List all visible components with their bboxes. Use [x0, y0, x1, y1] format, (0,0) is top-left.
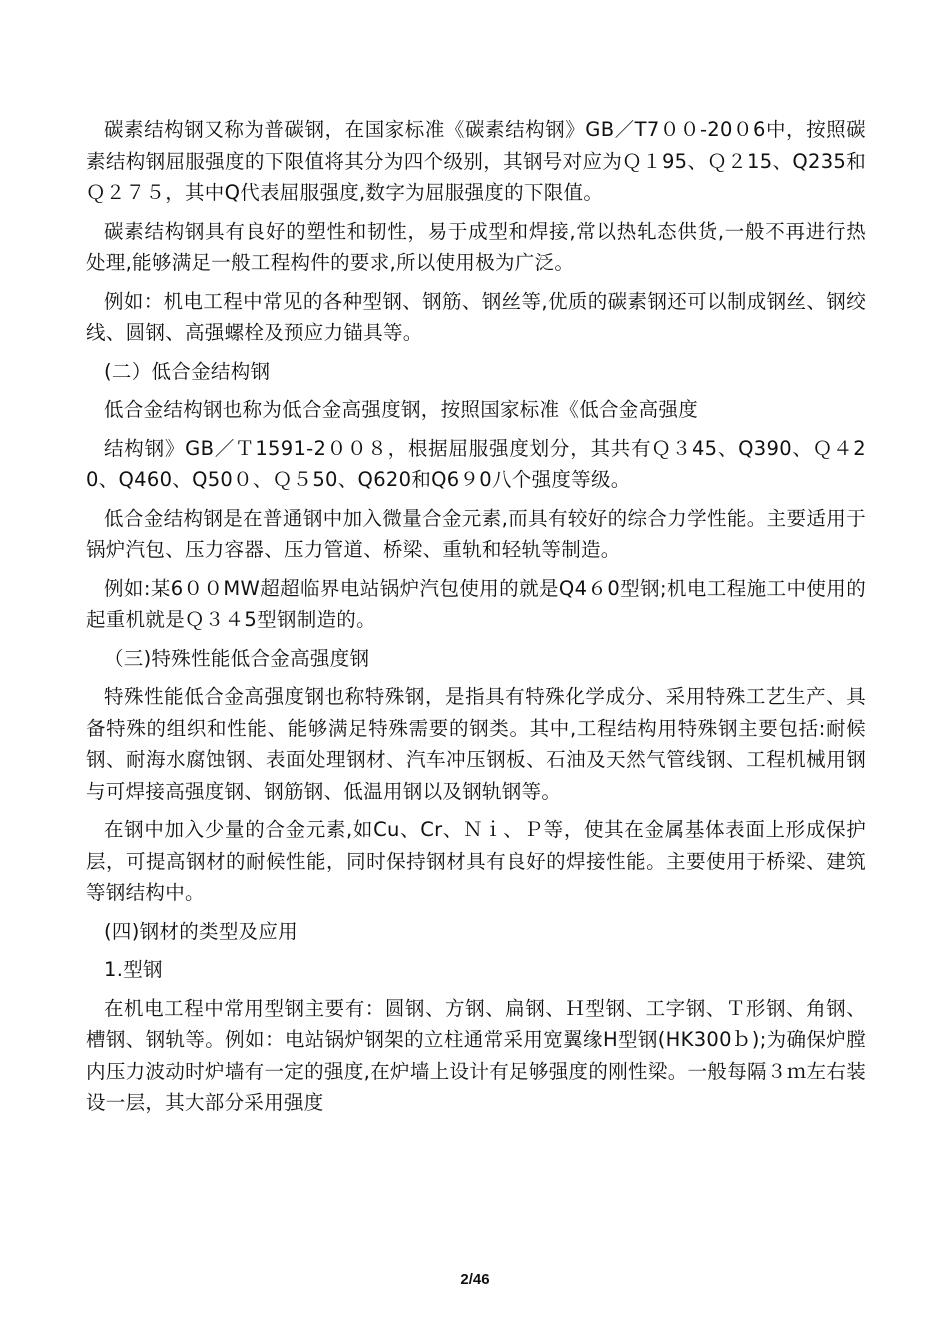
paragraph-low-alloy-intro: 低合金结构钢也称为低合金高强度钢，按照国家标准《低合金高强度	[104, 398, 699, 421]
page-number: 2	[460, 1271, 469, 1288]
paragraph-section-steel-usage: 在机电工程中常用型钢主要有：圆钢、方钢、扁钢、Ｈ型钢、工字钢、Ｔ形钢、角钢、槽钢、钢轨等。例如：电站锅炉钢架的立柱通常采用宽翼缘H型钢(HK300ｂ);为确保炉膛内压力波动时炉墙有一定的强度,在炉墙上设计有足够强度的刚性梁。一般每隔３ｍ左右装设一层，其大部分采用强度	[86, 996, 866, 1114]
subsection-heading-section-steel: 1.型钢	[104, 958, 163, 981]
section-heading-special-steel: （三)特殊性能低合金高强度钢	[104, 646, 370, 670]
paragraph-special-steel-definition: 特殊性能低合金高强度钢也称特殊钢，是指具有特殊化学成分、采用特殊工艺生产、具备特殊的组织和性能、能够满足特殊需要的钢类。其中,工程结构用特殊钢主要包括:耐候钢、耐海水腐蚀钢、表面处理钢材、汽车冲压钢板、石油及天然气管线钢、工程机械用钢与可焊接高强度钢、钢筋钢、低温用钢以及钢轨钢等。	[86, 685, 866, 803]
paragraph-low-alloy-examples: 例如:某6００MW超超临界电站锅炉汽包使用的就是Q4６0型钢;机电工程施工中使用的起重机就是Ｑ３４5型钢制造的。	[86, 576, 866, 631]
section-heading-low-alloy-steel: (二）低合金结构钢	[104, 359, 271, 383]
paragraph-low-alloy-applications: 低合金结构钢是在普通钢中加入微量合金元素,而具有较好的综合力学性能。主要适用于锅炉汽包、压力容器、压力管道、桥梁、重轨和轻轨等制造。	[86, 506, 866, 561]
paragraph-low-alloy-grades: 结构钢》GB／Ｔ1591-2００８，根据屈服强度划分，其共有Ｑ３45、Q390、Ｑ４20、Q460、Q50０、Ｑ５50、Q620和Q6９0八个强度等级。	[86, 436, 866, 491]
total-pages: 46	[472, 1271, 490, 1288]
page-footer	[0, 1271, 950, 1288]
paragraph-carbon-steel-definition: 碳素结构钢又称为普碳钢，在国家标准《碳素结构钢》GB／T7００-20０6中，按照碳素结构钢屈服强度的下限值将其分为四个级别，其钢号对应为Ｑ１95、Ｑ２15、Q235和Ｑ２７５，其中Q代表屈服强度,数字为屈服强度的下限值。	[86, 118, 866, 204]
section-heading-steel-types: (四)钢材的类型及应用	[104, 919, 299, 943]
document-body	[86, 114, 866, 1126]
page-separator: /	[468, 1271, 473, 1288]
paragraph-weathering-steel: 在钢中加入少量的合金元素,如Cu、Cr、Ｎｉ、Ｐ等，使其在金属基体表面上形成保护层，可提高钢材的耐候性能，同时保持钢材具有良好的焊接性能。主要使用于桥梁、建筑等钢结构中。	[86, 818, 866, 904]
paragraph-carbon-steel-properties: 碳素结构钢具有良好的塑性和韧性，易于成型和焊接,常以热轧态供货,一般不再进行热处理,能够满足一般工程构件的要求,所以使用极为广泛。	[86, 219, 866, 274]
paragraph-carbon-steel-examples: 例如：机电工程中常见的各种型钢、钢筋、钢丝等,优质的碳素钢还可以制成钢丝、钢绞线、圆钢、高强螺栓及预应力锚具等。	[86, 289, 866, 344]
